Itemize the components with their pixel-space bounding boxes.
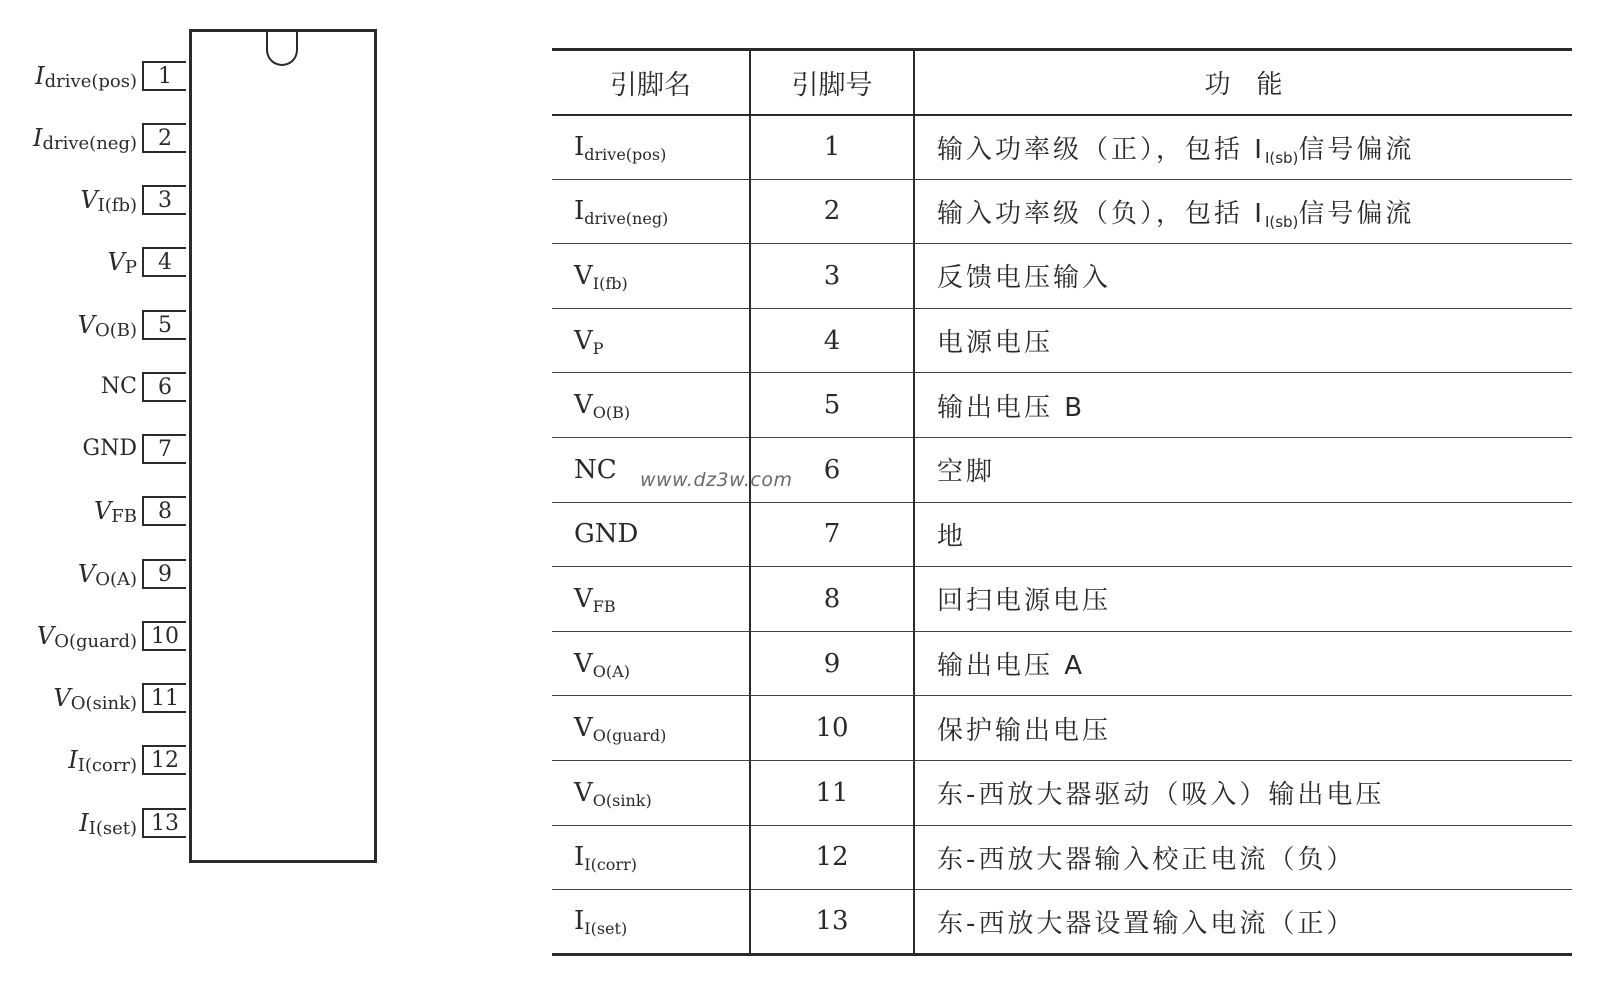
pin-label <box>53 683 137 713</box>
function-text: 东-西放大器输入校正电流（负） <box>937 844 1356 875</box>
pin-number-box <box>142 808 186 838</box>
pin-symbol: I <box>32 124 43 152</box>
pin-row <box>0 621 189 651</box>
pin-name-subscript: I(set) <box>584 919 628 939</box>
pin-number: 12 <box>151 748 179 773</box>
pin-row <box>0 247 189 277</box>
pin-name-subscript: O(sink) <box>592 790 652 810</box>
pin-label <box>94 496 137 526</box>
cell-function <box>914 567 1572 632</box>
table-row <box>552 567 1572 632</box>
ic-orientation-notch <box>266 32 298 66</box>
cell-pin-number: 11 <box>750 760 914 825</box>
pin-label <box>78 310 137 340</box>
cell-pin-number: 7 <box>750 502 914 567</box>
table-row <box>552 760 1572 825</box>
pin-subscript: P <box>124 257 137 278</box>
pin-number: 11 <box>151 686 179 711</box>
pin-subscript: O(guard) <box>54 631 137 652</box>
table-row <box>552 244 1572 309</box>
pin-name-subscript: P <box>592 338 604 358</box>
cell-pin-number: 6 <box>750 437 914 502</box>
pin-row <box>0 310 189 340</box>
pin-subscript: O(A) <box>95 569 137 590</box>
header-pin-number: 引脚号 <box>750 50 914 115</box>
function-text-tail: 信号偏流 <box>1298 134 1415 165</box>
cell-function <box>914 308 1572 373</box>
pin-name-symbol: V <box>574 648 593 679</box>
cell-function <box>914 502 1572 567</box>
pin-name-symbol: I <box>574 842 585 873</box>
cell-pin-number: 4 <box>750 308 914 373</box>
function-text: 输出电压 B <box>937 392 1086 423</box>
pin-symbol: V <box>77 560 96 588</box>
pin-number-box <box>142 123 186 153</box>
pin-symbol: V <box>80 186 98 214</box>
pin-name-subscript: O(B) <box>592 403 631 423</box>
cell-pin-name <box>552 308 750 373</box>
pin-number: 3 <box>158 188 172 213</box>
cell-pin-name <box>552 825 750 890</box>
pin-subscript: O(sink) <box>70 693 137 714</box>
pin-label <box>78 559 137 589</box>
pin-symbol: I <box>79 809 89 837</box>
function-text: 输出电压 A <box>937 651 1086 682</box>
cell-pin-number: 2 <box>750 179 914 244</box>
pin-number-box <box>142 61 186 91</box>
pin-label <box>79 808 137 838</box>
cell-pin-number: 5 <box>750 373 914 438</box>
pin-row <box>0 559 189 589</box>
pin-number: 6 <box>158 375 172 400</box>
pin-subscript: drive(neg) <box>42 133 137 154</box>
pin-subscript: O(B) <box>94 320 137 341</box>
table-row <box>552 308 1572 373</box>
pin-label <box>101 372 137 402</box>
cell-function <box>914 890 1572 955</box>
function-text: 保护输出电压 <box>937 715 1112 746</box>
function-text: 东-西放大器驱动（吸入）输出电压 <box>937 780 1385 811</box>
pin-number-box <box>142 683 186 713</box>
pin-name-symbol: V <box>574 777 593 808</box>
pin-label <box>80 185 137 215</box>
table-header-row <box>552 50 1572 115</box>
cell-pin-number: 10 <box>750 696 914 761</box>
pin-number: 13 <box>151 811 179 836</box>
pin-number: 7 <box>158 437 172 462</box>
pin-name-symbol: I <box>574 196 585 227</box>
pin-number-box <box>142 496 186 526</box>
pin-subscript: I(set) <box>88 818 137 839</box>
pin-number-box <box>142 310 186 340</box>
cell-function <box>914 373 1572 438</box>
cell-pin-name <box>552 631 750 696</box>
pin-number: 2 <box>158 126 172 151</box>
pin-label <box>83 434 137 464</box>
cell-pin-name <box>552 115 750 180</box>
pin-number: 1 <box>158 64 172 89</box>
table-row <box>552 631 1572 696</box>
pin-label <box>33 123 137 153</box>
function-text-tail: 信号偏流 <box>1298 198 1415 229</box>
table-body <box>552 115 1572 955</box>
pin-name-subscript: O(A) <box>592 661 630 681</box>
pin-name-symbol: V <box>574 713 593 744</box>
pin-number: 9 <box>158 562 172 587</box>
pin-symbol: I <box>35 62 45 90</box>
table-row <box>552 115 1572 180</box>
pin-name-subscript: drive(neg) <box>584 209 669 229</box>
pin-subscript: FB <box>111 506 137 527</box>
pin-function-table <box>552 48 1572 956</box>
pin-symbol: V <box>107 248 125 276</box>
header-pin-name: 引脚名 <box>552 50 750 115</box>
pin-symbol: V <box>36 622 55 650</box>
pin-symbol: GND <box>82 436 137 461</box>
pin-row <box>0 61 189 91</box>
pin-subscript: I(fb) <box>97 195 137 216</box>
pin-number-box <box>142 247 186 277</box>
cell-pin-number: 12 <box>750 825 914 890</box>
function-subscript: I(sb) <box>1264 148 1299 167</box>
pin-row <box>0 496 189 526</box>
function-text: 地 <box>937 521 967 552</box>
cell-function <box>914 437 1572 502</box>
cell-pin-name <box>552 179 750 244</box>
pin-row <box>0 683 189 713</box>
pin-subscript: drive(pos) <box>44 71 137 92</box>
pin-name-symbol: I <box>574 132 585 163</box>
pin-number: 4 <box>158 250 172 275</box>
ic-package-body <box>189 29 377 863</box>
pin-name-symbol: V <box>574 390 593 421</box>
function-text: 输入功率级（正），包括 I <box>937 134 1265 165</box>
pin-name-symbol: V <box>574 260 593 291</box>
pin-symbol: I <box>68 746 78 774</box>
pin-symbol: V <box>77 311 95 339</box>
cell-pin-name <box>552 502 750 567</box>
function-text: 空脚 <box>937 457 996 488</box>
pin-row <box>0 185 189 215</box>
pin-row <box>0 808 189 838</box>
pin-row <box>0 434 189 464</box>
cell-pin-number: 9 <box>750 631 914 696</box>
function-subscript: I(sb) <box>1264 212 1299 231</box>
pin-name-subscript: drive(pos) <box>584 145 667 165</box>
pin-name-subscript: I(corr) <box>584 855 637 875</box>
pin-name-symbol: I <box>574 906 585 937</box>
pin-name-symbol: GND <box>574 519 639 550</box>
pin-symbol: NC <box>100 374 137 399</box>
cell-pin-name <box>552 696 750 761</box>
pin-number-box <box>142 621 186 651</box>
pin-number-box <box>142 185 186 215</box>
cell-function <box>914 244 1572 309</box>
cell-function <box>914 696 1572 761</box>
pin-name-symbol: V <box>574 583 593 614</box>
cell-function <box>914 115 1572 180</box>
cell-pin-name <box>552 244 750 309</box>
pin-row <box>0 372 189 402</box>
pin-number: 10 <box>151 624 179 649</box>
cell-pin-name <box>552 760 750 825</box>
pin-symbol: V <box>93 497 112 525</box>
pin-number-box <box>142 559 186 589</box>
pin-number-box <box>142 434 186 464</box>
pin-symbol: V <box>53 684 71 712</box>
pin-number-box <box>142 745 186 775</box>
cell-function <box>914 179 1572 244</box>
pin-label <box>68 745 137 775</box>
cell-pin-name <box>552 890 750 955</box>
cell-pin-number: 1 <box>750 115 914 180</box>
function-text: 输入功率级（负），包括 I <box>937 198 1265 229</box>
table-row <box>552 825 1572 890</box>
table-row <box>552 502 1572 567</box>
table-row <box>552 179 1572 244</box>
function-text: 电源电压 <box>937 328 1054 359</box>
pin-subscript: I(corr) <box>77 755 137 776</box>
cell-pin-name <box>552 567 750 632</box>
cell-function <box>914 825 1572 890</box>
cell-pin-number: 13 <box>750 890 914 955</box>
header-function: 功 能 <box>914 50 1572 115</box>
table-row <box>552 373 1572 438</box>
cell-pin-name <box>552 373 750 438</box>
pin-label <box>108 247 137 277</box>
pin-row <box>0 123 189 153</box>
function-text: 回扫电源电压 <box>937 586 1112 617</box>
pin-label <box>35 61 137 91</box>
cell-pin-number: 8 <box>750 567 914 632</box>
function-text: 东-西放大器设置输入电流（正） <box>937 908 1356 939</box>
table-row <box>552 890 1572 955</box>
pin-number-box <box>142 372 186 402</box>
pin-name-subscript: I(fb) <box>592 273 628 293</box>
pin-label <box>37 621 137 651</box>
pin-name-subscript: O(guard) <box>592 726 667 746</box>
watermark: www.dz3w.com <box>640 469 793 491</box>
cell-pin-number: 3 <box>750 244 914 309</box>
pin-name-symbol: NC <box>574 454 617 485</box>
pin-number: 5 <box>158 313 172 338</box>
cell-function <box>914 631 1572 696</box>
function-text: 反馈电压输入 <box>937 263 1112 294</box>
pin-name-subscript: FB <box>592 596 616 616</box>
table-row <box>552 696 1572 761</box>
pin-number: 8 <box>158 499 172 524</box>
pin-row <box>0 745 189 775</box>
pin-name-symbol: V <box>574 325 593 356</box>
cell-function <box>914 760 1572 825</box>
